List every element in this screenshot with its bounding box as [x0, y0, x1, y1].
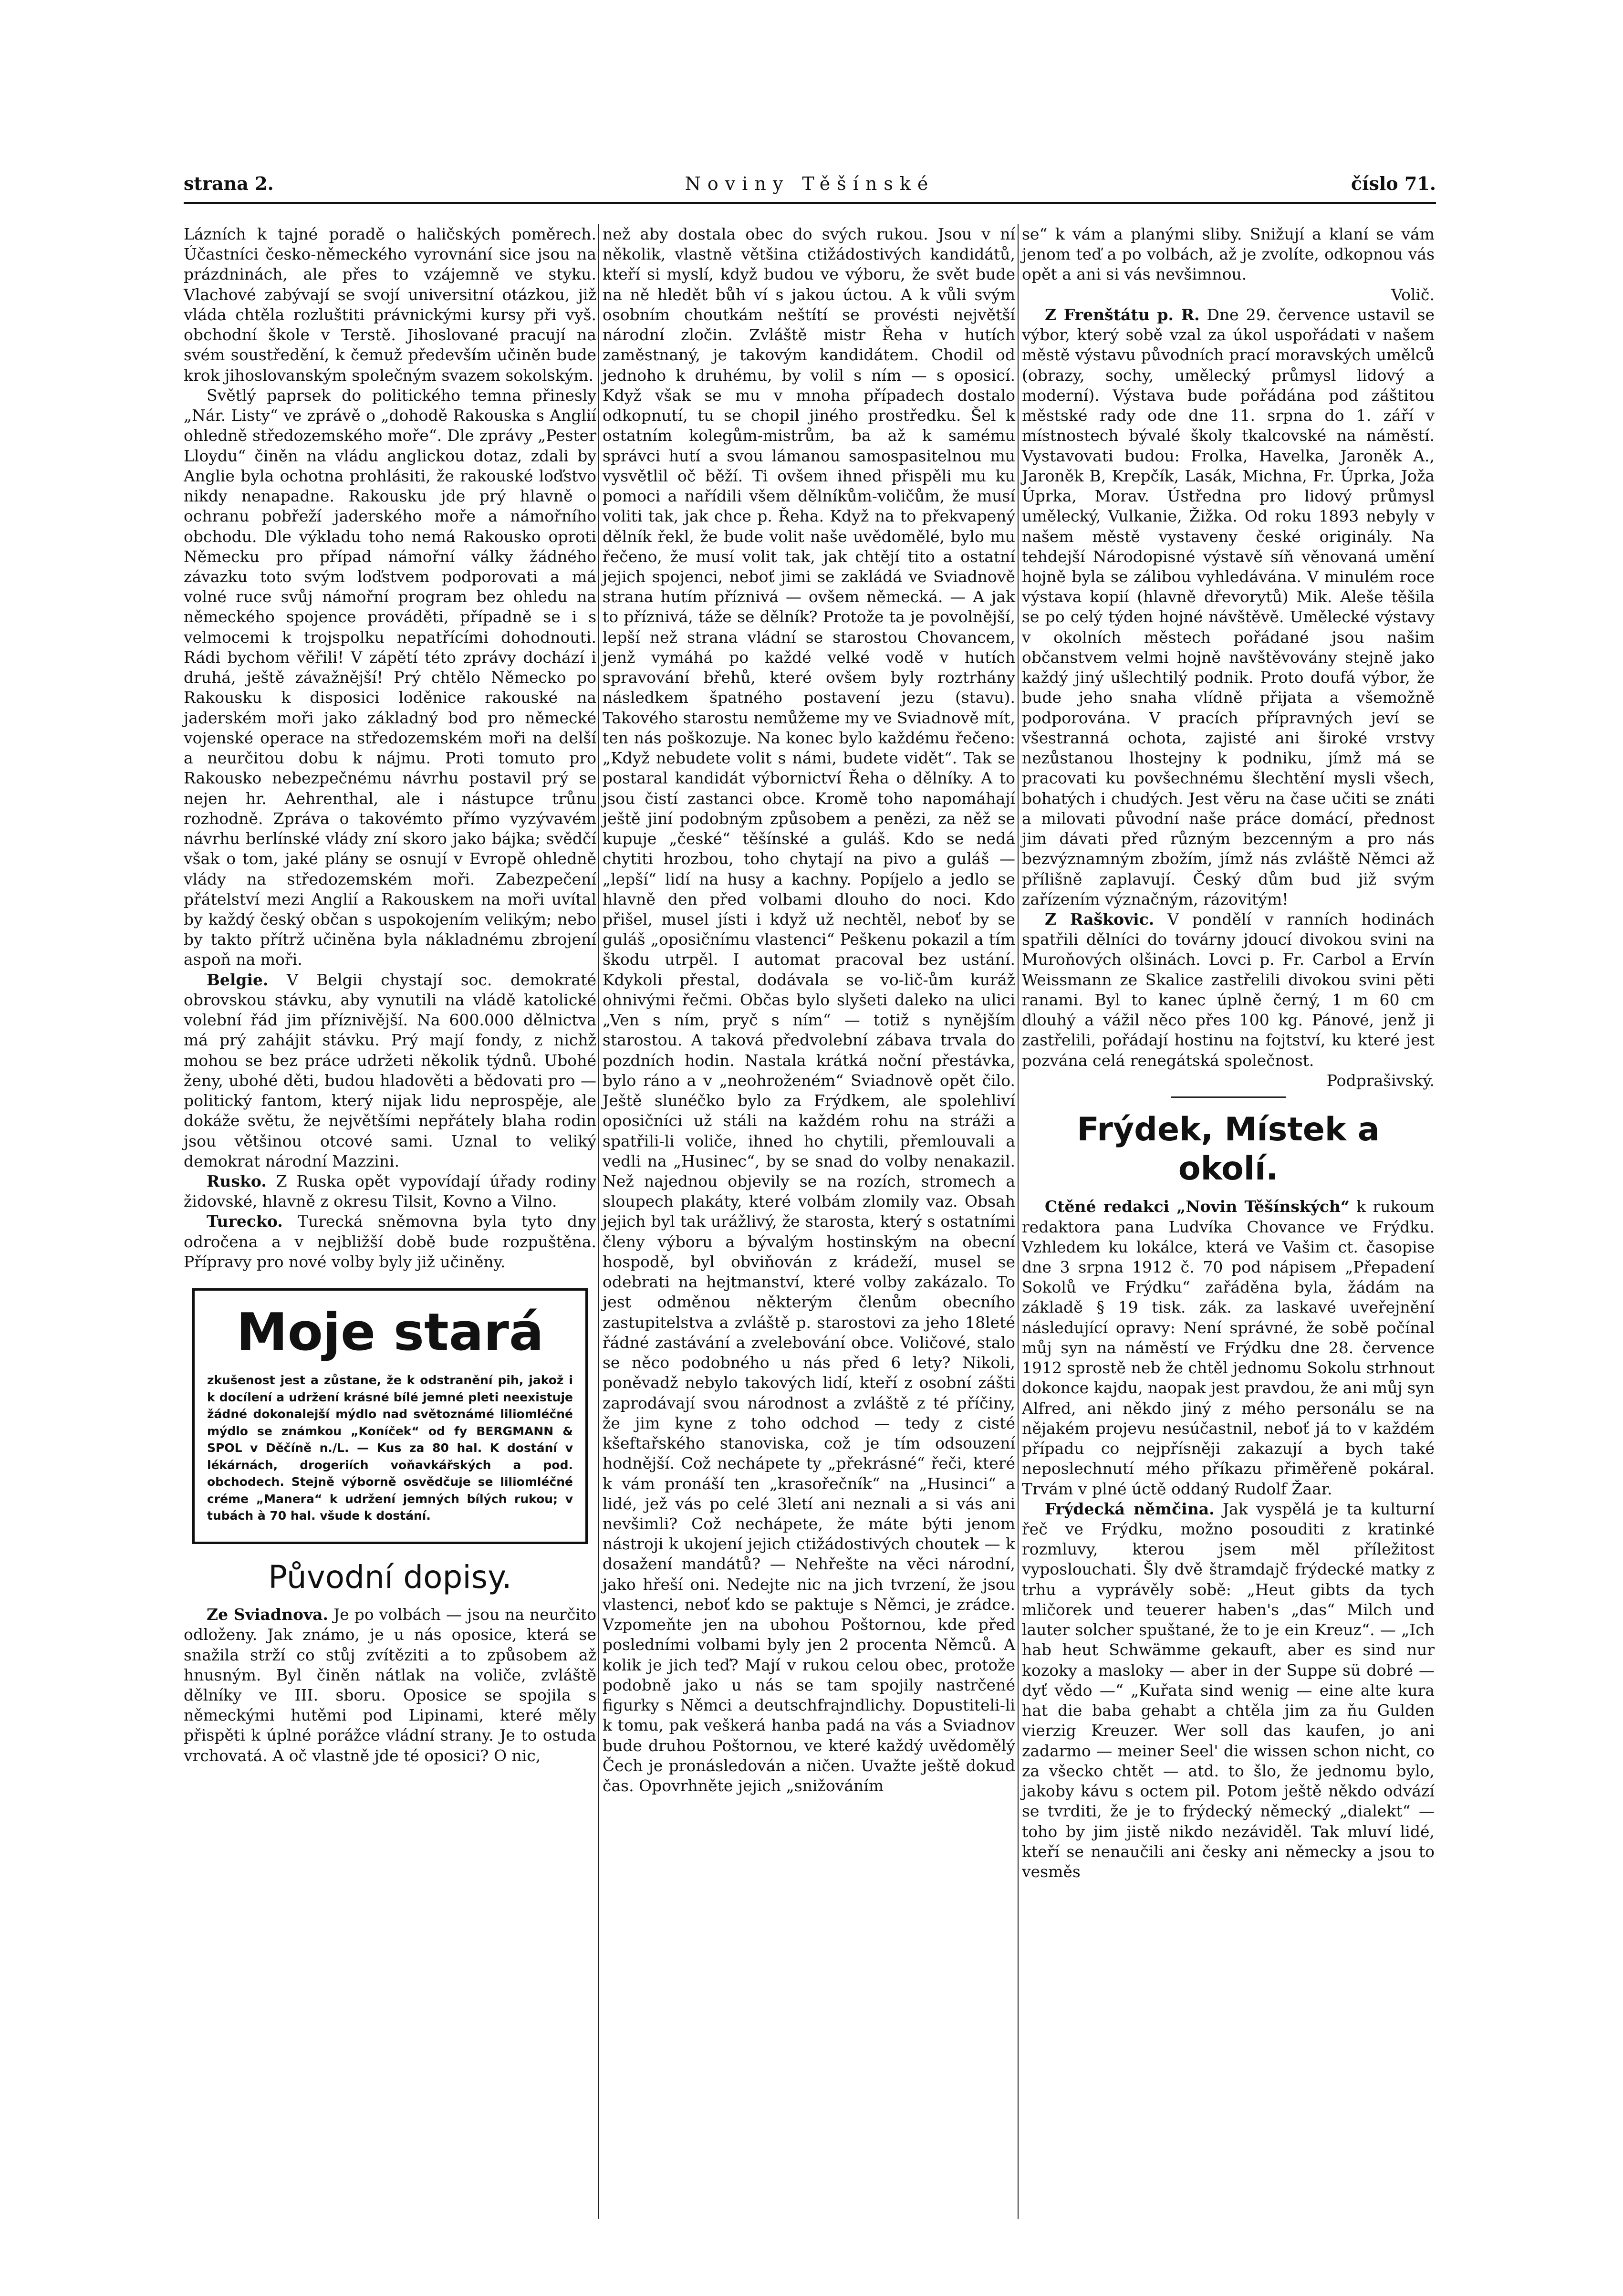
paragraph-text: Turecká sněmovna byla tyto dny odročena a v nejbližší době bude rozpuštěna. Přípravy pro nové volby byly již učiněny.: [184, 1212, 596, 1271]
article-paragraph: než aby dostala obec do svých rukou. Jsou v ní několik, vlastně většina ctižádostivých kandidátů, kteří si myslí, když budou ve výboru, že svět bude na ně hledět bůh ví s jakou úctou. A k vůli svým osobním choutkám neštítí se provésti největší národní zločin. Zvláště mistr Řeha v hutích zaměstnaný, je takovým kandidátem. Chodil od jednoho k druhému, by volil s ním — s oposicí. Když však se mu v mnoha případech dostalo odkopnutí, tu se chopil jiného prostředku. Šel k ostatním kolegům-mistrům, ba až k samému správci hutí a svou lámanou samospasitelnou mu vysvětlil oč běží. Ti ovšem ihned přispěli mu ku pomoci a nařídili všem dělníkům-voličům, že musí voliti tak, jak chce p. Řeha. Když na to překvapený dělník řekl, že bude volit naše uvědomělé, bylo mu řečeno, že musí volit tak, jak chtějí tito a ostatní jejich spojenci, neboť jimi se zakládá ve Sviadnově strana hutím příznivá — ovšem německá. — A jak to příznivá, táže se dělník? Protože ta je povolnější, lepší než strana vládní se starostou Chovancem, jenž vymáhá po každé velké vodě v hutích spravování břehů, které ovšem byly roztrhány následkem špatného postavení jezu (stavu). Takového starostu nemůžeme my ve Sviadnově mít, ten nás poškozuje. Na konec bylo každému řečeno: „Když nebudete volit s námi, budete vidět“. Tak se postaral kandidát výbornictví Řeha o dělníky. A to jsou čistí zastanci obce. Kromě toho napomáhají ještě jiní podobným způsobem a penězi, za něž se kupuje „české“ těšínské a guláš. Kdo se nedá chytiti hrozbou, toho chytají na pivo a guláš — „lepší“ lidí na husy a kachny. Popíjelo a jedlo se hlavně den před volbami dlouho do noci. Kdo přišel, musel jísti i když už nechtěl, neboť by se guláš „oposičnímu vlastenci“ Peškenu pokazil a tím škodu utrpěl. I automat pracoval bez ustání. Kdykoli přestal, dodávala se vo-lič-ům kuráž ohnivými řečmi. Občas bylo slyšeti daleko na ulici „Ven s ním, pryč s ním“ — totiž s nynějším starostou. A taková předvolební zábava trvala do pozdních hodin. Nastala krátká noční přestávka, bylo ráno a v „neohroženém“ Sviadnově opět čilo. Ještě slunéčko bylo za Frýdkem, ale spolehliví oposičníci už stáli na každém rohu na stráži a spatřili-li voliče, ihned ho chytili, přemlouvali a vedli na „Husinec“, by se snad do volby nenakazil. Než najednou objevily se na rozích, stromech a sloupech plakáty, které volbám zlomily vaz. Obsah jejich byl tak urážlivý, že starosta, který s ostatními členy výboru a bývalým hostinským na obecní hospodě, byl obviňován z krádeží, musel se odebrati na hejtmanství, které volby zakázalo. To jest odměnou některým členům obecního zastupitelstva a zvláště p. starostovi za jeho 18leté řádné zastávání a zvelebování obce. Voličové, stalo se něco podobného u nás před 6 lety? Nikoli, poněvadž nebylo takových lidí, kteří z osobní zášti zaprodávají svou národnost a zvláště z té příčiny, že jim kyne z toho odchod — tedy z cisté kšeftařského stanoviska, což je tím odsouzení hodnější. Což nechápete ty „překrásné“ řeči, které k vám pronáší ten „krasořečník“ na „Husinci“ a lidé, jež vás po celé 3letí ani neznali a si vás ani nevšimli? Což nechápete, že máte býti jenom nástroji k ukojení jejich ctižádostivých choutek — k dosažení mandátů? — Nehřešte na věci národní, jako hřeší oni. Nedejte nic na jich tvrzení, že jsou vlastenci, neboť kdo se paktuje s Němci, je zrádce. Vzpomeňte jen na ubohou Poštornou, kde před posledními volbami byly jen 2 procenta Němců. A kolik je jich teď? Mají v rukou celou obec, protože podobně jako u nás se tam spojily nastrčené figurky s Němci a deutschfrajndlichy. Dopustiteli-li k tomu, pak veškerá hanba padá na vás a Sviadnov bude druhou Poštornou, ve které každý uvědomělý Čech je pronásledován a ničen. Uvažte ještě dokud čas. Opovrhněte jejich „snižováním: [603, 225, 1015, 1795]
article-paragraph: Světlý paprsek do politického temna přinesly „Nár. Listy“ ve zprávě o „dohodě Rakouska s Anglií ohledně středozemského moře“. Dle zprávy „Pester Lloydu“ činěn na vládu anglickou dotaz, zdali by Anglie byla ochotna prohlásiti, že rakouské loďstvo nikdy nenapadne. Rakousku jde prý hlavně o ochranu pobřeží jaderského moře a námořního obchodu. Dle výkladu toho nemá Rakousko oproti Německu pro případ námořní války žádného závazku toto svým loďstvem podporovati a má volné ruce svůj námořní program bez ohledu na německého spojence prováděti, případně se i s velmocemi k trojspolku nepatřícími dohodnouti. Rádi bychom věřili! V zápětí této zprávy dochází i druhá, ještě závažnější! Prý chtělo Německo po Rakousku k disposici loděnice rakouské na jaderském moři jako základný bod pro německé vojenské operace na středozemském moři na delší a neurčitou dobu k nájmu. Proti tomuto pro Rakousko nebezpečnému návrhu postavil prý se nejen hr. Aehrenthal, ale i nástupce trůnu rozhodně. Zpráva o takovémto přímo vyzývavém návrhu berlínské vlády zní skoro jako bájka; svědčí však o tom, jaké plány se osnují v Evropě ohledně vlády na středozemském moři. Zabezpečení přátelství mezi Anglií a Rakouskem na moři uvítal by každý český občan s uspokojením velikým; nebo by takto přítrž učiněna byla nákladnému zbrojení aspoň na moři.: [184, 386, 596, 969]
article-paragraph: [184, 1605, 596, 1766]
article-paragraph: [184, 1171, 596, 1211]
newspaper-title: Noviny Těšínské: [685, 173, 935, 194]
section-heading: Frýdek, Místek a okolí.: [1077, 1111, 1380, 1188]
header-rule: [184, 202, 1436, 204]
section-heading: Původní dopisy.: [268, 1558, 512, 1596]
article-paragraph: se“ k vám a planými sliby. Snižují a klaní se vám jenom teď a po volbách, až je zvolíte, odkopnou vás opět a ani si vás nevšimnou.: [1022, 225, 1435, 284]
article-paragraph: [1022, 1197, 1435, 1499]
paragraph-text: V Belgii chystají soc. demokraté obrovskou stávku, aby vynutili na vládě katolické volební řád jim příznivější. Na 600.000 dělnictva má prý zahájit stávku. Prý mají fondy, z nichž mohou se bez práce udržeti několik týdnů. Ubohé ženy, ubohé děti, budou hladověti a bědovati pro — politický fantom, který nijak lidu neprospěje, ale dokáže světu, že největšími nepřátely blaha rodin jsou většinou otcové sami. Uznal to veliký demokrat národní Mazzini.: [184, 970, 596, 1170]
column-1: [184, 224, 596, 1766]
article-paragraph: [184, 970, 596, 1171]
paragraph-text: V pondělí v ranních hodinách spatřili dělníci do továrny jdoucí divokou svini na Muroňových olšinách. Lovci p. Fr. Carbol a Ervín Weissmann ze Skalice zastřelili divokou svini pěti ranami. Byl to kanec úplně černý, 1 m 60 cm dlouhý a vážil něco přes 100 kg. Pánové, jenž ji zastřelili, pořádají hostinu na fojtství, ku které jest pozvána celá renegátská společnost.: [1022, 909, 1435, 1070]
column-2: [603, 224, 1015, 1796]
masthead: [184, 167, 1436, 200]
advertisement-text: zkušenost jest a zůstane, že k odstranění pih, jakož i k docílení a udržení krásné bílé jemné pleti neexistuje žádné dokonalejší mýdlo nad světoznámé liliomléčné mýdlo se známkou „Koníček“ od fy BERGMANN & SPOL v Děčíně n./L. — Kus za 80 hal. K dostání v lékárnách, drogeriích voňavkářských a pod. obchodech. Stejně výborně osvědčuje se liliomléčné créme „Manera“ k udržení jemných bílých rukou; v tubách à 70 hal. všude k dostání.: [207, 1373, 573, 1523]
section-divider: [1171, 1096, 1286, 1098]
advertisement-box: [192, 1288, 588, 1544]
article-signature: Podprašivský.: [1326, 1071, 1435, 1090]
paragraph-text: k rukoum redaktora pana Ludvíka Chovance ve Frýdku. Vzhledem ku lokálce, která ve Vašim ct. časopise dne 3 srpna 1912 č. 70 pod nápisem „Přepadení Sokolů ve Frýdku“ zařáděna byla, žádám na základě § 19 tisk. zák. za laskavé uveřejnění následující opravy: Není správné, že sobě počínal můj syn na náměstí ve Frýdku dne 28. července 1912 sprostě neb že chtěl jednomu Sokolu strhnout dokonce kajdu, naopak jest pravdou, že ani můj syn Alfred, ani někdo jiný z mého personálu se na nějakém projevu nesúčastnil, neboť já to v každém případu co nejpřísněji zakazují a bych také neposlechnutí mého příkazu přiměřeně pokáral. Trvám v plné úctě oddaný Rudolf Žaar.: [1022, 1197, 1435, 1498]
paragraph-lead: Rusko.: [207, 1172, 267, 1191]
paragraph-lead: Z Frenštátu p. R.: [1045, 305, 1200, 324]
column-divider: [598, 224, 599, 2219]
paragraph-text: Z Ruska opět vypovídají úřady rodiny židovské, hlavně z okresu Tilsit, Kovno a Vilno.: [184, 1172, 596, 1211]
article-paragraph: [1022, 305, 1435, 909]
article-paragraph: Lázních k tajné poradě o haličských poměrech. Účastníci česko-německého vyrovnání sice jsou na prázdninách, ale přes to vzájemně ve styku. Vlachové zabývají se svojí universitní otázkou, již vláda chtěla rozluštiti právnickými kursy při vyš. obchodní škole v Terstě. Jihoslované pracují na svém soustředění, k čemuž především učiněn bude krok jihoslovanským společným svazem sokolským.: [184, 225, 596, 385]
paragraph-lead: Ze Sviadnova.: [207, 1605, 329, 1624]
column-divider: [1018, 224, 1019, 2219]
paragraph-text: Je po volbách — jsou na neurčito odloženy. Jak známo, je u nás oposice, která se snažila strží co stůj zvítěziti a to způsobem až hnusným. Byl činěn nátlak na voliče, zvláště dělníky ve III. sboru. Oposice se spojila s německými hutěmi pod Lipinami, které měly přispěti k úplné porážce vládní strany. Je to ostuda vrchovatá. A oč vlastně jde té oposici? O nic,: [184, 1605, 596, 1765]
paragraph-lead: Turecko.: [207, 1212, 283, 1231]
issue-number: číslo 71.: [1351, 173, 1436, 194]
article-paragraph: [1022, 1499, 1435, 1882]
paragraph-text: Dne 29. července ustavil se výbor, který sobě vzal za úkol uspořádati v našem městě výstavu původních prací moravských umělců (obrazy, sochy, umělecký průmysl lidový a moderní). Výstava bude pořádána pod záštitou městské rady ode dne 11. srpna do 1. září v místnostech bývalé školy tkalcovské na náměstí. Vystavovati budou: Frolka, Havelka, Jaroněk A., Jaroněk B, Krepčík, Lasák, Michna, Fr. Úprka, Joža Úprka, Morav. Ústředna pro lidový průmysl umělecký, Vulkanie, Žižka. Od roku 1893 nebyly v našem městě vystaveny české originály. Na tehdejší Národopisné výstavě síň věnovaná umění hojně byla se zálibou vyhledávána. V minulém roce výstava kopií (hlavně dřevorytů) Mik. Aleše těšila se po celý týden hojné návštěvě. Umělecké výstavy v okolních městech pořádané jsou našim občanstvem velmi hojně navštěvovány stejně jako každý jiný ušlechtilý podnik. Proto doufá výbor, že bude jeho snaha vlídně přijata a všemožně podporována. V pracích přípravných jeví se všestranná ochota, zajisté ani široké vrstvy nezůstanou lhostejny k podniku, jímž má se pracovati ku povšechnému šlechtění mysli všech, bohatých i chudých. Jest věru na čase učiti se znáti a milovati původní naše práce domácí, přednost jim dávati před různým bezcenným a pro nás bezvýznamným zbožím, jímž nás zvláště Němci až přílišně zaplavují. Český dům bud již svým zařízením význačným, rázovitým!: [1022, 305, 1435, 908]
article-paragraph: [1022, 909, 1435, 1071]
page-number: strana 2.: [184, 173, 274, 194]
paragraph-lead: Frýdecká němčina.: [1045, 1499, 1215, 1518]
paragraph-text: Jak vyspělá je ta kulturní řeč ve Frýdku, možno posouditi z kratinké rozmluvy, kterou jsem měl příležitost vyposlouchati. Šly dvě štramdajč frýdecké matky z trhu a vyprávěly sobě: „Heut gibts da tych mličorek und teuerer haben's „das“ Milch und lauter solcher spuštané, že to je ein Kreuz“. — „Ich hab heut Schwämme gekauft, aber es sind nur kozoky a masloky — aber in der Suppe sü dobré — dyť vědo —“ „Kuřata sind wenig — eine alte kura hat die baba gehabt a chtěla jim za ňu Gulden vierzig Kreuzer. Wer soll das kaufen, jo ani zadarmo — meiner Seel' die wissen schon nicht, co za všecko chtět — atd. to šlo, že jednomu bylo, jakoby kávu s octem pil. Potom ještě někdo odvází se tvrditi, že je to frýdecký německý „dialekt“ — toho by jim jistě nikdo nezáviděl. Tak mluví lidé, kteří se nenaučili ani česky ani německy a jsou to vesměs: [1022, 1499, 1435, 1881]
paragraph-lead: Z Raškovic.: [1045, 909, 1155, 929]
paragraph-lead: Ctěné redakci „Novin Těšínských“: [1045, 1197, 1350, 1216]
column-3: [1022, 224, 1435, 1882]
article-signature: Volič.: [1391, 285, 1435, 304]
paragraph-lead: Belgie.: [207, 970, 269, 989]
article-paragraph: [184, 1211, 596, 1272]
advertisement-title: Moje stará: [236, 1303, 544, 1363]
